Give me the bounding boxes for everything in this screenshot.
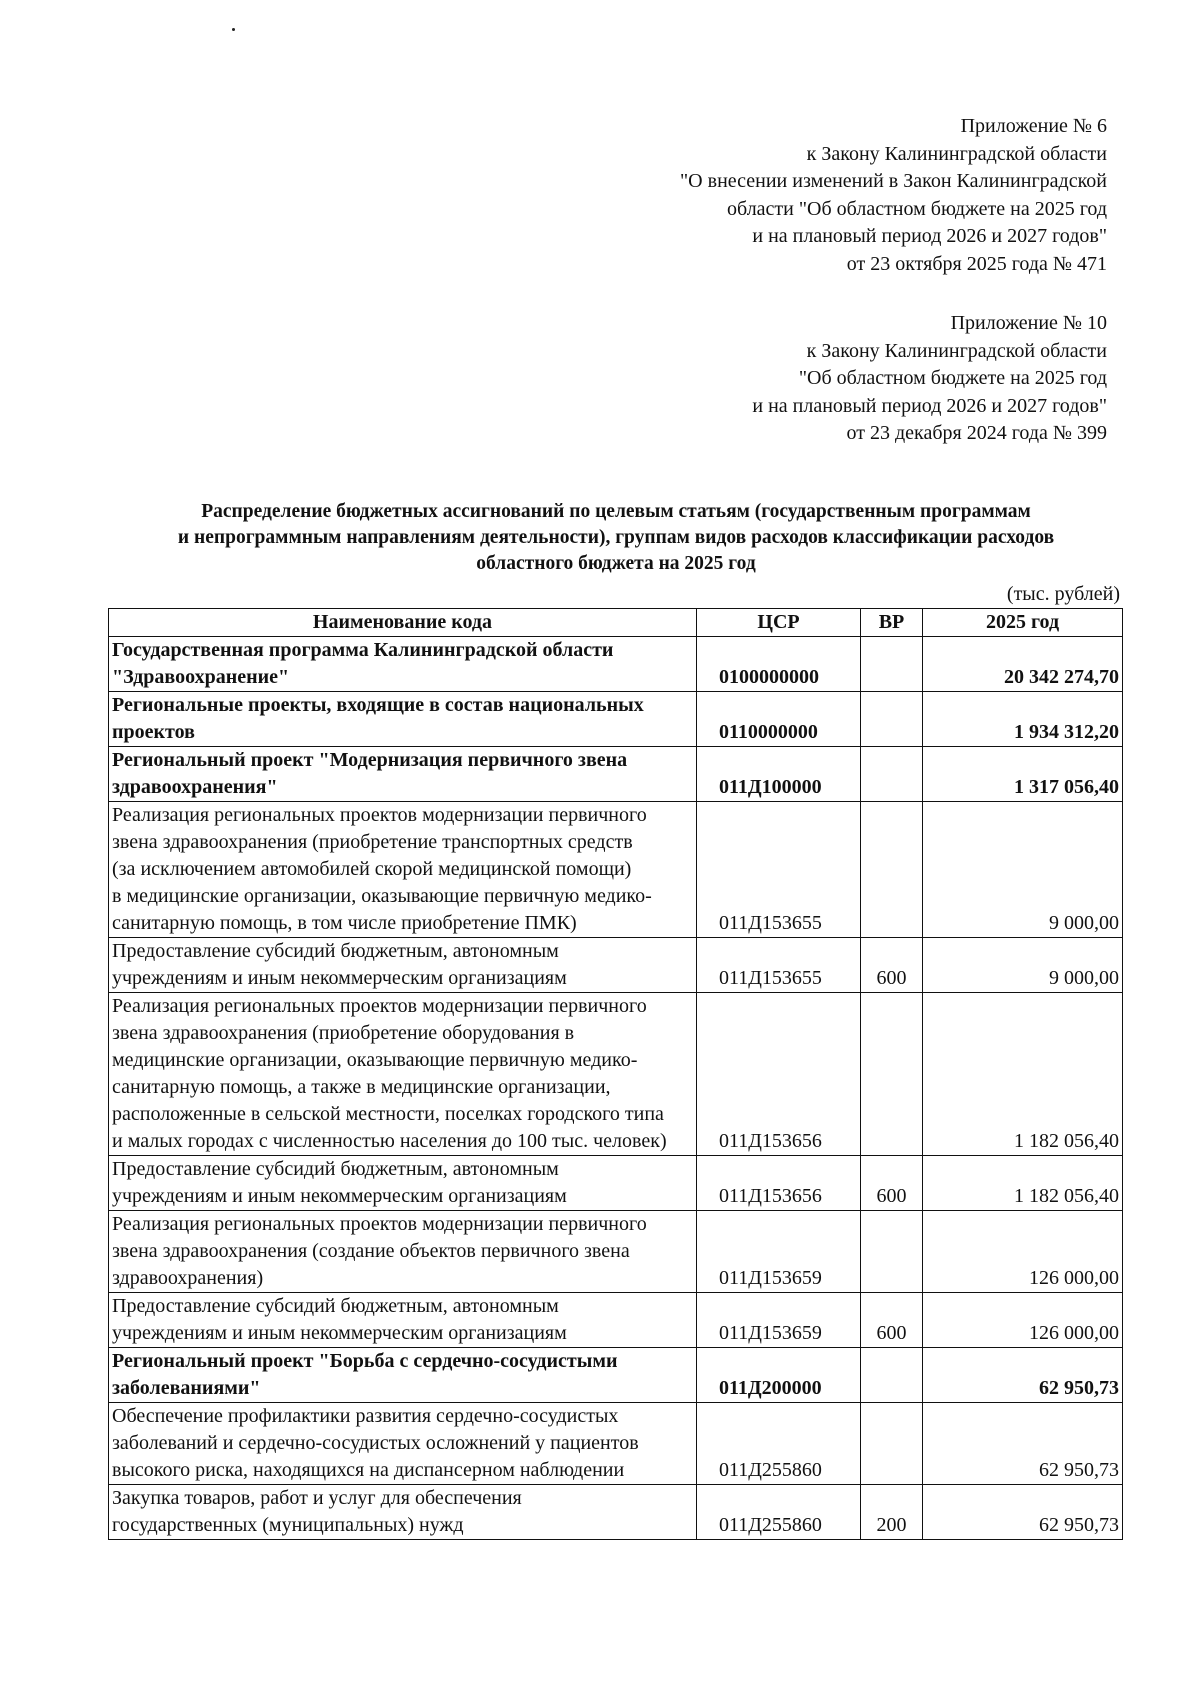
row-vr-cell: 600	[861, 1293, 923, 1348]
row-name-line: учреждениям и иным некоммерческим организациям	[112, 1322, 567, 1344]
row-name-line: звена здравоохранения (создание объектов первичного звена	[112, 1240, 630, 1262]
document-title	[100, 499, 1132, 577]
header-csr: ЦСР	[697, 609, 861, 637]
table-row	[109, 1403, 1123, 1485]
row-vr-cell	[861, 692, 923, 747]
row-amount-cell: 62 950,73	[923, 1403, 1123, 1485]
row-csr-cell: 011Д153656	[697, 993, 861, 1156]
units-label: (тыс. рублей)	[1006, 583, 1120, 605]
header-name: Наименование кода	[109, 609, 697, 637]
budget-table-body	[109, 637, 1123, 1540]
row-name-line: высокого риска, находящихся на диспансерном наблюдении	[112, 1459, 625, 1481]
row-name-line: здравоохранения"	[112, 776, 278, 798]
row-csr-cell: 011Д255860	[697, 1485, 861, 1540]
table-row	[109, 692, 1123, 747]
row-amount-cell: 62 950,73	[923, 1485, 1123, 1540]
row-name-cell	[109, 938, 697, 993]
header-vr: ВР	[861, 609, 923, 637]
row-amount-cell: 1 182 056,40	[923, 993, 1123, 1156]
row-name-line: санитарную помощь, а также в медицинские организации,	[112, 1076, 611, 1098]
row-name-line: в медицинские организации, оказывающие первичную медико-	[112, 885, 652, 907]
table-row	[109, 1156, 1123, 1211]
row-amount-cell: 1 182 056,40	[923, 1156, 1123, 1211]
row-name-cell	[109, 1156, 697, 1211]
row-name-cell	[109, 637, 697, 692]
appendix-6-line: области "Об областном бюджете на 2025 год	[727, 197, 1107, 220]
appendix-6-line: Приложение № 6	[960, 115, 1107, 137]
row-name-line: здравоохранения)	[112, 1267, 264, 1289]
document-title-line: Распределение бюджетных ассигнований по целевым статьям (государственным программам	[201, 501, 1031, 522]
row-amount-cell: 126 000,00	[923, 1293, 1123, 1348]
row-amount-cell: 126 000,00	[923, 1211, 1123, 1293]
table-row	[109, 1348, 1123, 1403]
row-csr-cell: 0100000000	[697, 637, 861, 692]
table-row	[109, 938, 1123, 993]
row-name-line: проектов	[112, 721, 195, 743]
row-name-line: Региональный проект "Модернизация первичного звена	[112, 749, 628, 771]
row-vr-cell	[861, 802, 923, 938]
row-vr-cell	[861, 1211, 923, 1293]
row-vr-cell	[861, 1403, 923, 1485]
row-vr-cell	[861, 637, 923, 692]
row-name-line: государственных (муниципальных) нужд	[112, 1514, 464, 1536]
row-name-line: учреждениям и иным некоммерческим организациям	[112, 1185, 567, 1207]
appendix-10-header	[752, 310, 1107, 448]
row-csr-cell: 011Д153659	[697, 1211, 861, 1293]
row-name-line: звена здравоохранения (приобретение транспортных средств	[112, 831, 633, 853]
row-name-line: звена здравоохранения (приобретение оборудования в	[112, 1022, 575, 1044]
row-name-line: Реализация региональных проектов модернизации первичного	[112, 804, 647, 826]
table-row	[109, 802, 1123, 938]
row-name-cell	[109, 1485, 697, 1540]
row-vr-cell	[861, 1348, 923, 1403]
row-name-line: заболеваний и сердечно-сосудистых осложнений у пациентов	[112, 1432, 639, 1454]
row-amount-cell: 9 000,00	[923, 802, 1123, 938]
appendix-10-line: и на плановый период 2026 и 2027 годов"	[752, 394, 1107, 417]
table-row	[109, 993, 1123, 1156]
row-amount-cell: 1 317 056,40	[923, 747, 1123, 802]
appendix-10-line: от 23 декабря 2024 года № 399	[846, 422, 1107, 444]
row-name-cell	[109, 1403, 697, 1485]
row-name-line: санитарную помощь, в том числе приобретение ПМК)	[112, 912, 577, 934]
scan-artifact-dot	[232, 28, 235, 31]
appendix-6-line: и на плановый период 2026 и 2027 годов"	[752, 225, 1107, 247]
row-name-cell	[109, 1293, 697, 1348]
appendix-6-line: "О внесении изменений в Закон Калининградской	[680, 170, 1107, 192]
row-amount-cell: 20 342 274,70	[923, 637, 1123, 692]
row-name-line: (за исключением автомобилей скорой медицинской помощи)	[112, 858, 632, 880]
row-name-line: расположенные в сельской местности, поселках городского типа	[112, 1103, 664, 1125]
row-name-line: Обеспечение профилактики развития сердечно-сосудистых	[112, 1405, 619, 1427]
row-name-cell	[109, 802, 697, 938]
document-title-line: областного бюджета на 2025 год	[476, 553, 756, 574]
row-name-line: медицинские организации, оказывающие первичную медико-	[112, 1049, 638, 1071]
table-row	[109, 637, 1123, 692]
row-name-line: Региональные проекты, входящие в состав национальных	[112, 694, 644, 716]
row-name-line: Реализация региональных проектов модернизации первичного	[112, 1213, 647, 1235]
row-csr-cell: 011Д255860	[697, 1403, 861, 1485]
budget-table	[108, 608, 1123, 1540]
appendix-10-line: "Об областном бюджете на 2025 год	[798, 367, 1107, 389]
row-amount-cell: 9 000,00	[923, 938, 1123, 993]
appendix-10-line: к Закону Калининградской области	[806, 339, 1107, 362]
row-name-line: Государственная программа Калининградской области	[112, 639, 614, 661]
row-csr-cell: 0110000000	[697, 692, 861, 747]
row-name-line: Реализация региональных проектов модернизации первичного	[112, 995, 647, 1017]
table-row	[109, 1293, 1123, 1348]
row-name-line: и малых городах с численностью населения до 100 тыс. человек)	[112, 1130, 667, 1152]
table-row	[109, 1211, 1123, 1293]
row-amount-cell: 62 950,73	[923, 1348, 1123, 1403]
row-vr-cell	[861, 747, 923, 802]
appendix-6-line: от 23 октября 2025 года № 471	[846, 252, 1107, 275]
row-csr-cell: 011Д153655	[697, 938, 861, 993]
row-name-line: учреждениям и иным некоммерческим организациям	[112, 967, 567, 989]
row-name-cell	[109, 993, 697, 1156]
row-csr-cell: 011Д200000	[697, 1348, 861, 1403]
table-row	[109, 747, 1123, 802]
row-vr-cell: 600	[861, 938, 923, 993]
row-name-line: заболеваниями"	[112, 1377, 261, 1399]
row-name-line: "Здравоохранение"	[112, 666, 290, 688]
table-row	[109, 1485, 1123, 1540]
appendix-6-header	[680, 113, 1107, 278]
row-csr-cell: 011Д153655	[697, 802, 861, 938]
header-year: 2025 год	[923, 609, 1123, 637]
table-header-row	[109, 609, 1123, 637]
row-name-line: Региональный проект "Борьба с сердечно-сосудистыми	[112, 1350, 618, 1372]
row-name-line: Предоставление субсидий бюджетным, автономным	[112, 1295, 559, 1317]
row-name-cell	[109, 692, 697, 747]
row-name-line: Предоставление субсидий бюджетным, автономным	[112, 1158, 559, 1180]
appendix-6-line: к Закону Калининградской области	[806, 142, 1107, 165]
row-vr-cell: 200	[861, 1485, 923, 1540]
appendix-10-line: Приложение № 10	[950, 312, 1107, 334]
row-name-cell	[109, 1348, 697, 1403]
row-vr-cell: 600	[861, 1156, 923, 1211]
row-csr-cell: 011Д100000	[697, 747, 861, 802]
document-title-line: и непрограммным направлениям деятельности), группам видов расходов классификации расходов	[177, 527, 1055, 548]
row-name-line: Предоставление субсидий бюджетным, автономным	[112, 940, 559, 962]
row-csr-cell: 011Д153656	[697, 1156, 861, 1211]
row-name-cell	[109, 1211, 697, 1293]
row-name-line: Закупка товаров, работ и услуг для обеспечения	[112, 1487, 522, 1509]
row-name-cell	[109, 747, 697, 802]
row-vr-cell	[861, 993, 923, 1156]
row-amount-cell: 1 934 312,20	[923, 692, 1123, 747]
row-csr-cell: 011Д153659	[697, 1293, 861, 1348]
